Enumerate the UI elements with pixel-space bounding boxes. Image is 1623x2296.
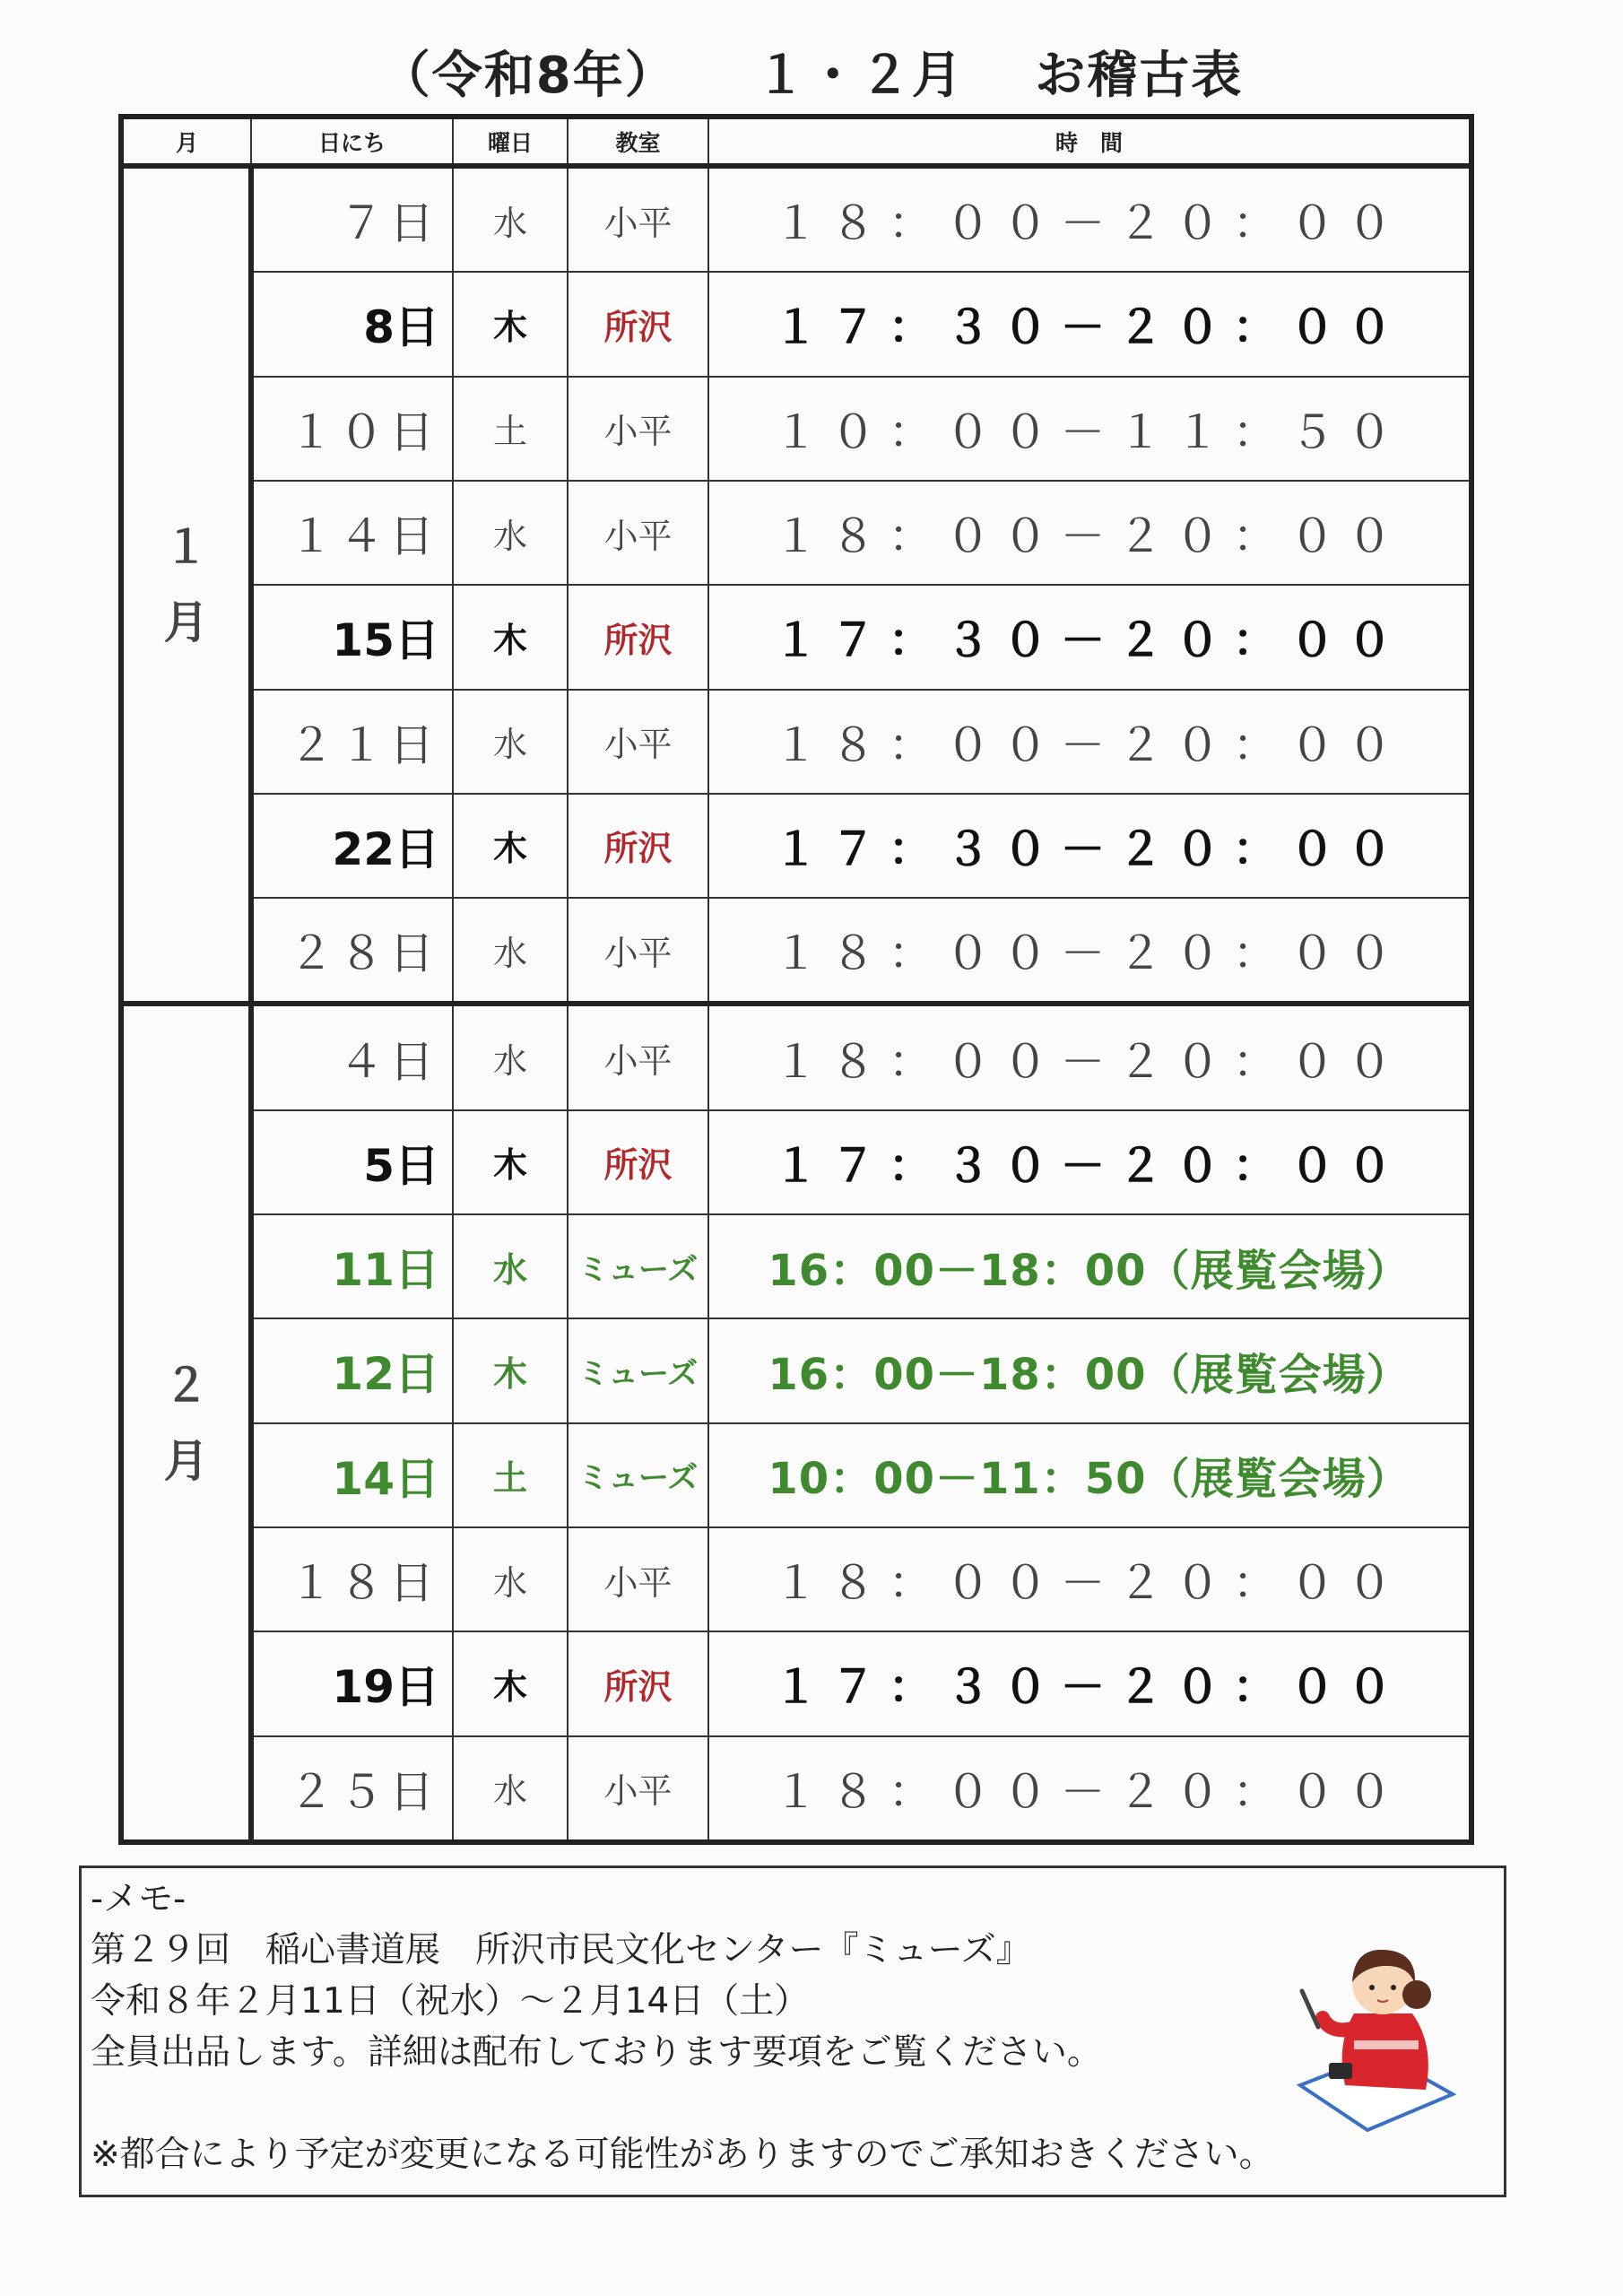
room-cell: 所沢 xyxy=(568,794,708,898)
weekday-cell: 木 xyxy=(453,1631,568,1735)
room-cell: 小平 xyxy=(568,166,708,272)
day-cell: １０日 xyxy=(251,377,453,481)
day-cell: １４日 xyxy=(251,481,453,585)
table-row xyxy=(121,1527,1471,1631)
day-cell: ２５日 xyxy=(251,1736,453,1843)
day-cell: ４日 xyxy=(251,1004,453,1109)
room-cell: ミューズ xyxy=(568,1423,708,1527)
day-cell: １８日 xyxy=(251,1527,453,1631)
header-month: 月 xyxy=(121,117,251,166)
room-cell: 小平 xyxy=(568,377,708,481)
room-cell: 所沢 xyxy=(568,585,708,689)
room-cell: ミューズ xyxy=(568,1318,708,1422)
table-row xyxy=(121,1110,1471,1214)
day-cell: ２８日 xyxy=(251,898,453,1004)
table-header-row xyxy=(121,117,1471,166)
time-cell: １８：００－２０：００ xyxy=(708,1527,1471,1631)
table-row xyxy=(121,585,1471,689)
weekday-cell: 水 xyxy=(453,898,568,1004)
table-row xyxy=(121,166,1471,272)
room-cell: 小平 xyxy=(568,1004,708,1109)
day-cell: ７日 xyxy=(251,166,453,272)
time-cell: １８：００－２０：００ xyxy=(708,898,1471,1004)
weekday-cell: 水 xyxy=(453,1214,568,1318)
header-time: 時 間 xyxy=(708,117,1471,166)
weekday-cell: 木 xyxy=(453,272,568,376)
weekday-cell: 水 xyxy=(453,1004,568,1109)
weekday-cell: 木 xyxy=(453,1318,568,1422)
header-weekday: 曜日 xyxy=(453,117,568,166)
time-cell: 16：00－18：00（展覧会場） xyxy=(708,1318,1471,1422)
table-row xyxy=(121,1736,1471,1843)
memo-line-details: 全員出品します。詳細は配布しております要項をご覧ください。 xyxy=(91,2032,1102,2073)
room-cell: 所沢 xyxy=(568,272,708,376)
time-cell: １７：３０－２０：００ xyxy=(708,1110,1471,1214)
weekday-cell: 水 xyxy=(453,1527,568,1631)
time-cell: １７：３０－２０：００ xyxy=(708,272,1471,376)
day-cell: 19日 xyxy=(251,1631,453,1735)
day-cell: 22日 xyxy=(251,794,453,898)
header-room: 教室 xyxy=(568,117,708,166)
month-label: １月 xyxy=(163,521,209,649)
weekday-cell: 水 xyxy=(453,1736,568,1843)
time-cell: １０：００－１１：５０ xyxy=(708,377,1471,481)
room-cell: 小平 xyxy=(568,481,708,585)
room-cell: 小平 xyxy=(568,690,708,794)
table-row xyxy=(121,690,1471,794)
time-cell: １８：００－２０：００ xyxy=(708,1004,1471,1109)
month-cell xyxy=(121,166,251,1004)
day-cell: 5日 xyxy=(251,1110,453,1214)
month-label: ２月 xyxy=(163,1359,209,1487)
time-cell: １７：３０－２０：００ xyxy=(708,794,1471,898)
day-cell: 12日 xyxy=(251,1318,453,1422)
time-cell: １７：３０－２０：００ xyxy=(708,585,1471,689)
table-row xyxy=(121,898,1471,1004)
day-cell: 15日 xyxy=(251,585,453,689)
memo-line-dates: 令和８年２月11日（祝水）～２月14日（土） xyxy=(91,1981,810,2022)
header-day: 日にち xyxy=(251,117,453,166)
memo-heading: -メモ- xyxy=(91,1879,187,1919)
time-cell: 16：00－18：00（展覧会場） xyxy=(708,1214,1471,1318)
day-cell: 8日 xyxy=(251,272,453,376)
room-cell: 小平 xyxy=(568,1736,708,1843)
table-row xyxy=(121,1318,1471,1422)
room-cell: 小平 xyxy=(568,1527,708,1631)
time-cell: １８：００－２０：００ xyxy=(708,166,1471,272)
memo-note: ※都合により予定が変更になる可能性がありますのでご承知おきください。 xyxy=(91,2135,1274,2175)
table-row xyxy=(121,481,1471,585)
table-row xyxy=(121,272,1471,376)
time-cell: １８：００－２０：００ xyxy=(708,690,1471,794)
table-row xyxy=(121,1214,1471,1318)
room-cell: 所沢 xyxy=(568,1110,708,1214)
schedule-table xyxy=(118,114,1474,1845)
month-cell xyxy=(121,1004,251,1842)
time-cell: １７：３０－２０：００ xyxy=(708,1631,1471,1735)
time-cell: １８：００－２０：００ xyxy=(708,481,1471,585)
table-row xyxy=(121,1631,1471,1735)
day-cell: ２１日 xyxy=(251,690,453,794)
table-row xyxy=(121,794,1471,898)
day-cell: 14日 xyxy=(251,1423,453,1527)
memo-line-exhibition: 第２９回 稲心書道展 所沢市民文化センター『ミューズ』 xyxy=(91,1930,1031,1970)
room-cell: ミューズ xyxy=(568,1214,708,1318)
day-cell: 11日 xyxy=(251,1214,453,1318)
weekday-cell: 土 xyxy=(453,1423,568,1527)
room-cell: 小平 xyxy=(568,898,708,1004)
table-row xyxy=(121,1004,1471,1109)
weekday-cell: 水 xyxy=(453,166,568,272)
weekday-cell: 水 xyxy=(453,481,568,585)
page-title: （令和8年） １・２月 お稽古表 xyxy=(379,47,1244,105)
weekday-cell: 土 xyxy=(453,377,568,481)
table-row xyxy=(121,1423,1471,1527)
weekday-cell: 木 xyxy=(453,794,568,898)
calligraphy-girl-illustration xyxy=(1282,1928,1462,2135)
time-cell: １８：００－２０：００ xyxy=(708,1736,1471,1843)
table-row xyxy=(121,377,1471,481)
weekday-cell: 木 xyxy=(453,1110,568,1214)
weekday-cell: 水 xyxy=(453,690,568,794)
weekday-cell: 木 xyxy=(453,585,568,689)
time-cell: 10：00－11：50（展覧会場） xyxy=(708,1423,1471,1527)
room-cell: 所沢 xyxy=(568,1631,708,1735)
